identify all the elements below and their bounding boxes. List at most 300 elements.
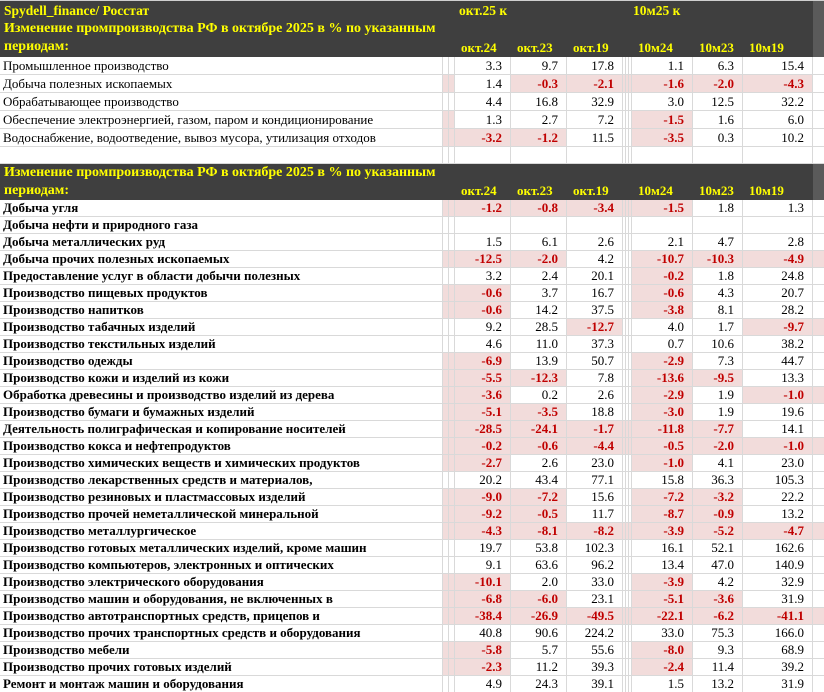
value-cell: 31.9 (743, 676, 813, 692)
value-cell: -0.8 (511, 200, 567, 216)
value-cell: -7.7 (693, 421, 743, 437)
column-gap (623, 302, 632, 318)
row-indicator-strip (443, 523, 455, 539)
value-cell: -3.9 (632, 574, 693, 590)
table-row (0, 268, 824, 285)
value-cell: 18.8 (567, 404, 623, 420)
column-gap (623, 336, 632, 352)
table-row (0, 523, 824, 540)
table-row (0, 591, 824, 608)
row-label: Производство машин и оборудования, не включенных в (0, 591, 443, 607)
value-cell: 13.4 (632, 557, 693, 573)
row-label: Производство кокса и нефтепродуктов (0, 438, 443, 454)
value-cell (743, 217, 813, 233)
value-cell: 166.0 (743, 625, 813, 641)
value-cell: -11.8 (632, 421, 693, 437)
row-indicator-strip (443, 319, 455, 335)
row-edge-strip (813, 455, 824, 471)
table-row (0, 421, 824, 438)
value-cell: 47.0 (693, 557, 743, 573)
value-cell: -3.5 (511, 404, 567, 420)
value-cell: -12.5 (455, 251, 511, 267)
value-cell: -7.2 (511, 489, 567, 505)
period-group-10m25: 10м25 к (633, 3, 681, 18)
table-row (0, 387, 824, 404)
row-indicator-strip (443, 387, 455, 403)
value-cell: 1.7 (693, 319, 743, 335)
row-label: Производство прочих транспортных средств и оборудования (0, 625, 443, 641)
value-cell: 13.3 (743, 370, 813, 386)
table-row (0, 489, 824, 506)
column-header-10m24: 10м24 (638, 183, 673, 198)
value-cell: -6.9 (455, 353, 511, 369)
row-label: Производство табачных изделий (0, 319, 443, 335)
row-label: Промышленное производство (0, 57, 443, 74)
column-gap (623, 353, 632, 369)
value-cell: -8.0 (632, 642, 693, 658)
row-indicator-strip (443, 200, 455, 216)
column-gap (623, 319, 632, 335)
column-gap (623, 285, 632, 301)
value-cell: 50.7 (567, 353, 623, 369)
value-cell: 55.6 (567, 642, 623, 658)
value-cell: -1.7 (567, 421, 623, 437)
value-cell: 39.1 (567, 676, 623, 692)
row-indicator-strip (443, 642, 455, 658)
value-cell: 14.2 (511, 302, 567, 318)
row-edge-strip (813, 336, 824, 352)
row-indicator-strip (443, 353, 455, 369)
column-header-okt24: окт.24 (461, 183, 497, 198)
row-indicator-strip (443, 676, 455, 692)
value-cell: -5.8 (455, 642, 511, 658)
row-edge-strip (813, 574, 824, 590)
value-cell: 11.5 (567, 129, 623, 146)
row-edge-strip (813, 251, 824, 267)
column-header-10m24: 10м24 (638, 40, 673, 55)
column-gap (623, 75, 632, 92)
row-label: Обработка древесины и производство изделий из дерева (0, 387, 443, 403)
column-gap (623, 438, 632, 454)
table-row (0, 129, 824, 147)
row-label: Производство металлургическое (0, 523, 443, 539)
column-gap (623, 251, 632, 267)
value-cell: 15.6 (567, 489, 623, 505)
table-row (0, 455, 824, 472)
value-cell: -2.9 (632, 353, 693, 369)
value-cell: -0.6 (455, 285, 511, 301)
column-gap (623, 489, 632, 505)
value-cell: 1.8 (693, 268, 743, 284)
value-cell: -9.2 (455, 506, 511, 522)
value-cell: 12.5 (693, 93, 743, 110)
row-label: Предоставление услуг в области добычи полезных (0, 268, 443, 284)
value-cell: 7.8 (567, 370, 623, 386)
row-indicator-strip (443, 57, 455, 74)
value-cell: -5.5 (455, 370, 511, 386)
column-gap (623, 111, 632, 128)
value-cell: 13.2 (693, 676, 743, 692)
value-cell: 68.9 (743, 642, 813, 658)
period-group-oct25: окт.25 к (459, 3, 508, 18)
row-edge-strip (813, 489, 824, 505)
row-indicator-strip (443, 557, 455, 573)
row-edge-strip (813, 268, 824, 284)
column-gap (623, 608, 632, 624)
row-indicator-strip (443, 608, 455, 624)
row-indicator-strip (443, 147, 455, 163)
table-row (0, 200, 824, 217)
spacer-row (0, 147, 824, 164)
value-cell: -1.0 (632, 455, 693, 471)
column-gap (623, 200, 632, 216)
value-cell (632, 217, 693, 233)
row-indicator-strip (443, 370, 455, 386)
row-indicator-strip (443, 506, 455, 522)
value-cell (511, 217, 567, 233)
row-indicator-strip (443, 421, 455, 437)
value-cell (455, 147, 511, 163)
value-cell: -12.7 (567, 319, 623, 335)
row-label: Производство одежды (0, 353, 443, 369)
table-row (0, 574, 824, 591)
value-cell: 19.7 (455, 540, 511, 556)
row-label: Обрабатывающее производство (0, 93, 443, 110)
column-header-okt24: окт.24 (461, 40, 497, 55)
value-cell: 1.3 (743, 200, 813, 216)
row-label: Производство резиновых и пластмассовых изделий (0, 489, 443, 505)
table2-rows (0, 200, 824, 692)
value-cell: -3.2 (693, 489, 743, 505)
row-label: Производство мебели (0, 642, 443, 658)
table-row (0, 608, 824, 625)
table-row (0, 370, 824, 387)
table-row (0, 234, 824, 251)
value-cell: 2.8 (743, 234, 813, 250)
table-row (0, 336, 824, 353)
value-cell: -8.7 (632, 506, 693, 522)
value-cell: 3.3 (455, 57, 511, 74)
row-edge-strip (813, 421, 824, 437)
row-label: Обеспечение электроэнергией, газом, паром и кондиционирование (0, 111, 443, 128)
row-edge-strip (813, 438, 824, 454)
header-spacer (443, 39, 455, 57)
value-cell: 16.8 (511, 93, 567, 110)
table2-title: Изменение промпроизводства РФ в октябре 2025 в % по указанным периодам: (4, 165, 436, 198)
table1-header-band (0, 1, 824, 57)
row-edge-strip (813, 625, 824, 641)
row-edge-strip (813, 370, 824, 386)
value-cell: 224.2 (567, 625, 623, 641)
value-cell: 13.9 (511, 353, 567, 369)
row-indicator-strip (443, 540, 455, 556)
value-cell: 3.0 (632, 93, 693, 110)
value-cell: 162.6 (743, 540, 813, 556)
value-cell: -38.4 (455, 608, 511, 624)
value-cell: 24.8 (743, 268, 813, 284)
value-cell: 11.0 (511, 336, 567, 352)
row-label: Добыча прочих полезных ископаемых (0, 251, 443, 267)
value-cell: 96.2 (567, 557, 623, 573)
value-cell: 2.1 (632, 234, 693, 250)
value-cell: -10.3 (693, 251, 743, 267)
column-gap (623, 147, 632, 163)
row-edge-strip (813, 523, 824, 539)
header-edge-strip (813, 1, 824, 57)
table-row (0, 540, 824, 557)
value-cell: -3.5 (632, 129, 693, 146)
value-cell: -5.2 (693, 523, 743, 539)
source-label: Spydell_finance/ Росстат (4, 3, 150, 18)
value-cell: 4.7 (693, 234, 743, 250)
value-cell (632, 147, 693, 163)
value-cell: 11.2 (511, 659, 567, 675)
row-edge-strip (813, 75, 824, 92)
row-edge-strip (813, 506, 824, 522)
value-cell: 16.7 (567, 285, 623, 301)
row-indicator-strip (443, 129, 455, 146)
value-cell: -2.4 (632, 659, 693, 675)
value-cell: -28.5 (455, 421, 511, 437)
value-cell: -3.4 (567, 200, 623, 216)
row-indicator-strip (443, 625, 455, 641)
value-cell: 4.9 (455, 676, 511, 692)
value-cell: 9.3 (693, 642, 743, 658)
value-cell: -0.2 (632, 268, 693, 284)
column-header-10m19: 10м19 (749, 183, 784, 198)
value-cell: -1.0 (743, 438, 813, 454)
row-label: Производство прочих готовых изделий (0, 659, 443, 675)
value-cell: 6.1 (511, 234, 567, 250)
value-cell: 20.2 (455, 472, 511, 488)
value-cell: -2.9 (632, 387, 693, 403)
row-indicator-strip (443, 285, 455, 301)
table-row (0, 319, 824, 336)
value-cell: -8.2 (567, 523, 623, 539)
value-cell: 11.4 (693, 659, 743, 675)
table-row (0, 302, 824, 319)
value-cell: -3.6 (455, 387, 511, 403)
row-edge-strip (813, 234, 824, 250)
value-cell: 9.7 (511, 57, 567, 74)
row-label: Добыча металлических руд (0, 234, 443, 250)
value-cell: 9.2 (455, 319, 511, 335)
value-cell: -2.0 (511, 251, 567, 267)
value-cell: 28.5 (511, 319, 567, 335)
value-cell: 32.9 (743, 574, 813, 590)
row-indicator-strip (443, 251, 455, 267)
value-cell: 23.1 (567, 591, 623, 607)
table-row (0, 147, 824, 164)
value-cell: 6.0 (743, 111, 813, 128)
column-gap (623, 523, 632, 539)
column-header-okt19: окт.19 (573, 183, 609, 198)
value-cell: 33.0 (632, 625, 693, 641)
row-edge-strip (813, 540, 824, 556)
value-cell: -0.6 (632, 285, 693, 301)
column-gap (623, 591, 632, 607)
value-cell: -4.9 (743, 251, 813, 267)
value-cell: 23.0 (567, 455, 623, 471)
value-cell: -6.8 (455, 591, 511, 607)
column-header-okt23: окт.23 (517, 40, 553, 55)
value-cell: -4.3 (743, 75, 813, 92)
column-gap (623, 268, 632, 284)
row-edge-strip (813, 659, 824, 675)
value-cell: -0.5 (511, 506, 567, 522)
table-row (0, 506, 824, 523)
row-indicator-strip (443, 302, 455, 318)
column-gap (623, 129, 632, 146)
table2-column-headers (443, 182, 813, 200)
row-label: Производство напитков (0, 302, 443, 318)
row-label: Производство химических веществ и химических продуктов (0, 455, 443, 471)
table2-header-band (0, 164, 824, 200)
column-gap (623, 57, 632, 74)
value-cell: 40.8 (455, 625, 511, 641)
row-label: Добыча полезных ископаемых (0, 75, 443, 92)
row-label: Деятельность полиграфическая и копирование носителей (0, 421, 443, 437)
value-cell: 0.3 (693, 129, 743, 146)
table-row (0, 438, 824, 455)
value-cell: 0.7 (632, 336, 693, 352)
value-cell: -4.3 (455, 523, 511, 539)
column-gap (623, 659, 632, 675)
value-cell: 14.1 (743, 421, 813, 437)
row-indicator-strip (443, 93, 455, 110)
row-label: Производство автотранспортных средств, прицепов и (0, 608, 443, 624)
row-indicator-strip (443, 438, 455, 454)
value-cell: 5.7 (511, 642, 567, 658)
column-header-okt19: окт.19 (573, 40, 609, 55)
value-cell: -0.5 (632, 438, 693, 454)
column-gap (623, 234, 632, 250)
value-cell: 90.6 (511, 625, 567, 641)
value-cell: 10.6 (693, 336, 743, 352)
value-cell: -2.3 (455, 659, 511, 675)
value-cell: 102.3 (567, 540, 623, 556)
value-cell: 43.4 (511, 472, 567, 488)
column-gap (623, 676, 632, 692)
value-cell (511, 147, 567, 163)
row-edge-strip (813, 387, 824, 403)
row-label: Водоснабжение, водоотведение, вывоз мусора, утилизация отходов (0, 129, 443, 146)
table-row (0, 75, 824, 93)
value-cell: 1.4 (455, 75, 511, 92)
value-cell: -3.6 (693, 591, 743, 607)
value-cell: 38.2 (743, 336, 813, 352)
table-row (0, 472, 824, 489)
row-edge-strip (813, 591, 824, 607)
value-cell: 15.8 (632, 472, 693, 488)
row-indicator-strip (443, 217, 455, 233)
row-indicator-strip (443, 336, 455, 352)
value-cell: 1.8 (693, 200, 743, 216)
value-cell (693, 217, 743, 233)
row-edge-strip (813, 129, 824, 146)
value-cell: 1.9 (693, 404, 743, 420)
value-cell: 105.3 (743, 472, 813, 488)
row-label: Производство пищевых продуктов (0, 285, 443, 301)
table1-rows (0, 57, 824, 147)
column-gap (623, 574, 632, 590)
column-header-10m23: 10м23 (699, 40, 734, 55)
value-cell: -0.2 (455, 438, 511, 454)
header-edge-strip (813, 164, 824, 200)
value-cell: 4.3 (693, 285, 743, 301)
value-cell: 32.2 (743, 93, 813, 110)
row-indicator-strip (443, 455, 455, 471)
value-cell: 2.0 (511, 574, 567, 590)
value-cell: 17.8 (567, 57, 623, 74)
value-cell: -9.7 (743, 319, 813, 335)
value-cell: 63.6 (511, 557, 567, 573)
row-edge-strip (813, 285, 824, 301)
value-cell: 3.2 (455, 268, 511, 284)
row-indicator-strip (443, 591, 455, 607)
column-gap (623, 217, 632, 233)
value-cell: 77.1 (567, 472, 623, 488)
value-cell: 2.6 (511, 455, 567, 471)
column-header-10m23: 10м23 (699, 183, 734, 198)
value-cell: 19.6 (743, 404, 813, 420)
table1-column-headers (443, 39, 813, 57)
value-cell: 53.8 (511, 540, 567, 556)
column-gap (623, 625, 632, 641)
value-cell: 1.5 (455, 234, 511, 250)
table-row (0, 93, 824, 111)
value-cell: 44.7 (743, 353, 813, 369)
value-cell: 0.2 (511, 387, 567, 403)
value-cell: 4.4 (455, 93, 511, 110)
value-cell: -24.1 (511, 421, 567, 437)
value-cell (567, 147, 623, 163)
row-edge-strip (813, 147, 824, 163)
column-gap (623, 506, 632, 522)
value-cell: 8.1 (693, 302, 743, 318)
value-cell: -22.1 (632, 608, 693, 624)
row-label: Производство компьютеров, электронных и оптических (0, 557, 443, 573)
row-label: Производство кожи и изделий из кожи (0, 370, 443, 386)
row-indicator-strip (443, 111, 455, 128)
row-edge-strip (813, 93, 824, 110)
value-cell: -3.2 (455, 129, 511, 146)
value-cell: 1.6 (693, 111, 743, 128)
column-gap (623, 421, 632, 437)
value-cell: -13.6 (632, 370, 693, 386)
table-row (0, 251, 824, 268)
row-label: Производство текстильных изделий (0, 336, 443, 352)
table-row (0, 404, 824, 421)
row-edge-strip (813, 217, 824, 233)
row-edge-strip (813, 111, 824, 128)
value-cell: -0.6 (455, 302, 511, 318)
value-cell: 37.5 (567, 302, 623, 318)
row-label: Производство электрического оборудования (0, 574, 443, 590)
value-cell: -12.3 (511, 370, 567, 386)
header-spacer (443, 182, 455, 200)
value-cell: -4.4 (567, 438, 623, 454)
value-cell: 32.9 (567, 93, 623, 110)
column-gap (623, 370, 632, 386)
value-cell: -6.0 (511, 591, 567, 607)
value-cell (693, 147, 743, 163)
value-cell: -0.9 (693, 506, 743, 522)
value-cell: -4.7 (743, 523, 813, 539)
value-cell: 75.3 (693, 625, 743, 641)
table-row (0, 353, 824, 370)
value-cell: -41.1 (743, 608, 813, 624)
